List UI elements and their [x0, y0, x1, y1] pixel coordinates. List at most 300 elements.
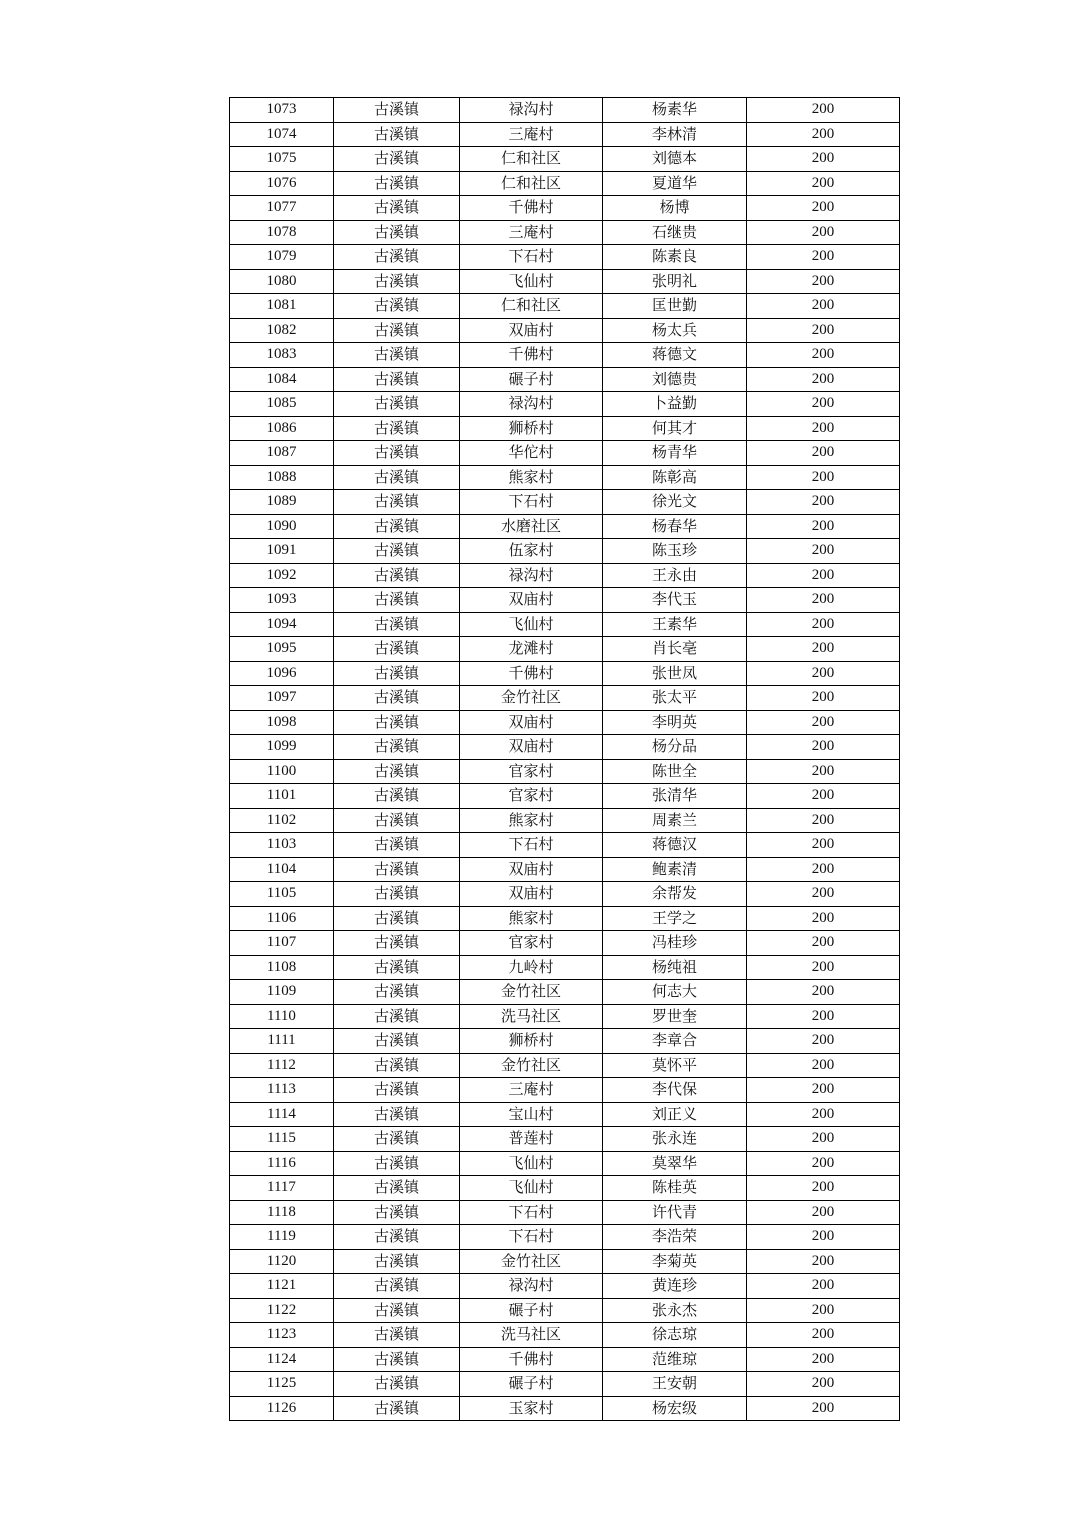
- village-cell: 下石村: [460, 833, 603, 858]
- serial-number-cell: 1105: [230, 882, 334, 907]
- serial-number-cell: 1107: [230, 931, 334, 956]
- name-cell: 夏道华: [603, 171, 747, 196]
- serial-number-cell: 1103: [230, 833, 334, 858]
- village-cell: 下石村: [460, 1200, 603, 1225]
- amount-cell: 200: [747, 1298, 900, 1323]
- village-cell: 华佗村: [460, 441, 603, 466]
- table-row: [230, 441, 900, 466]
- serial-number-cell: 1082: [230, 318, 334, 343]
- amount-cell: 200: [747, 318, 900, 343]
- village-cell: 千佛村: [460, 343, 603, 368]
- amount-cell: 200: [747, 906, 900, 931]
- name-cell: 刘德贵: [603, 367, 747, 392]
- amount-cell: 200: [747, 1053, 900, 1078]
- serial-number-cell: 1119: [230, 1225, 334, 1250]
- amount-cell: 200: [747, 1323, 900, 1348]
- name-cell: 陈世全: [603, 759, 747, 784]
- table-row: [230, 539, 900, 564]
- amount-cell: 200: [747, 833, 900, 858]
- table-row: [230, 367, 900, 392]
- serial-number-cell: 1090: [230, 514, 334, 539]
- village-cell: 玉家村: [460, 1396, 603, 1421]
- amount-cell: 200: [747, 416, 900, 441]
- name-cell: 许代青: [603, 1200, 747, 1225]
- serial-number-cell: 1108: [230, 955, 334, 980]
- village-cell: 三庵村: [460, 1078, 603, 1103]
- table-row: [230, 857, 900, 882]
- town-cell: 古溪镇: [334, 392, 460, 417]
- name-cell: 陈彰高: [603, 465, 747, 490]
- serial-number-cell: 1100: [230, 759, 334, 784]
- amount-cell: 200: [747, 1396, 900, 1421]
- amount-cell: 200: [747, 1029, 900, 1054]
- name-cell: 杨春华: [603, 514, 747, 539]
- town-cell: 古溪镇: [334, 1029, 460, 1054]
- village-cell: 金竹社区: [460, 1249, 603, 1274]
- town-cell: 古溪镇: [334, 661, 460, 686]
- town-cell: 古溪镇: [334, 1200, 460, 1225]
- town-cell: 古溪镇: [334, 637, 460, 662]
- serial-number-cell: 1073: [230, 98, 334, 123]
- name-cell: 李林清: [603, 122, 747, 147]
- town-cell: 古溪镇: [334, 735, 460, 760]
- amount-cell: 200: [747, 686, 900, 711]
- amount-cell: 200: [747, 490, 900, 515]
- table-row: [230, 1151, 900, 1176]
- amount-cell: 200: [747, 196, 900, 221]
- amount-cell: 200: [747, 245, 900, 270]
- serial-number-cell: 1114: [230, 1102, 334, 1127]
- name-cell: 杨分品: [603, 735, 747, 760]
- town-cell: 古溪镇: [334, 196, 460, 221]
- village-cell: 碾子村: [460, 367, 603, 392]
- amount-cell: 200: [747, 343, 900, 368]
- village-cell: 熊家村: [460, 465, 603, 490]
- name-cell: 王学之: [603, 906, 747, 931]
- table-row: [230, 343, 900, 368]
- village-cell: 龙滩村: [460, 637, 603, 662]
- serial-number-cell: 1093: [230, 588, 334, 613]
- village-cell: 狮桥村: [460, 416, 603, 441]
- village-cell: 下石村: [460, 1225, 603, 1250]
- town-cell: 古溪镇: [334, 1347, 460, 1372]
- serial-number-cell: 1102: [230, 808, 334, 833]
- name-cell: 杨素华: [603, 98, 747, 123]
- name-cell: 张永连: [603, 1127, 747, 1152]
- serial-number-cell: 1124: [230, 1347, 334, 1372]
- town-cell: 古溪镇: [334, 1151, 460, 1176]
- table-row: [230, 931, 900, 956]
- town-cell: 古溪镇: [334, 147, 460, 172]
- town-cell: 古溪镇: [334, 1053, 460, 1078]
- name-cell: 王素华: [603, 612, 747, 637]
- name-cell: 何志大: [603, 980, 747, 1005]
- serial-number-cell: 1116: [230, 1151, 334, 1176]
- village-cell: 普莲村: [460, 1127, 603, 1152]
- town-cell: 古溪镇: [334, 441, 460, 466]
- table-row: [230, 465, 900, 490]
- town-cell: 古溪镇: [334, 1372, 460, 1397]
- village-cell: 金竹社区: [460, 980, 603, 1005]
- table-row: [230, 1372, 900, 1397]
- village-cell: 仁和社区: [460, 171, 603, 196]
- town-cell: 古溪镇: [334, 1249, 460, 1274]
- village-cell: 官家村: [460, 931, 603, 956]
- village-cell: 双庙村: [460, 882, 603, 907]
- table-row: [230, 147, 900, 172]
- table-row: [230, 686, 900, 711]
- table-row: [230, 955, 900, 980]
- amount-cell: 200: [747, 955, 900, 980]
- name-cell: 王安朝: [603, 1372, 747, 1397]
- town-cell: 古溪镇: [334, 490, 460, 515]
- table-row: [230, 171, 900, 196]
- amount-cell: 200: [747, 661, 900, 686]
- name-cell: 冯桂珍: [603, 931, 747, 956]
- serial-number-cell: 1092: [230, 563, 334, 588]
- town-cell: 古溪镇: [334, 1078, 460, 1103]
- table-row: [230, 514, 900, 539]
- serial-number-cell: 1085: [230, 392, 334, 417]
- town-cell: 古溪镇: [334, 245, 460, 270]
- town-cell: 古溪镇: [334, 710, 460, 735]
- village-cell: 金竹社区: [460, 1053, 603, 1078]
- table-row: [230, 294, 900, 319]
- amount-cell: 200: [747, 1102, 900, 1127]
- amount-cell: 200: [747, 1004, 900, 1029]
- table-row: [230, 1200, 900, 1225]
- town-cell: 古溪镇: [334, 367, 460, 392]
- name-cell: 李章合: [603, 1029, 747, 1054]
- village-cell: 下石村: [460, 245, 603, 270]
- town-cell: 古溪镇: [334, 612, 460, 637]
- name-cell: 蒋德汉: [603, 833, 747, 858]
- village-cell: 下石村: [460, 490, 603, 515]
- village-cell: 仁和社区: [460, 147, 603, 172]
- village-cell: 双庙村: [460, 588, 603, 613]
- table-row: [230, 784, 900, 809]
- amount-cell: 200: [747, 588, 900, 613]
- town-cell: 古溪镇: [334, 220, 460, 245]
- town-cell: 古溪镇: [334, 857, 460, 882]
- amount-cell: 200: [747, 931, 900, 956]
- serial-number-cell: 1111: [230, 1029, 334, 1054]
- serial-number-cell: 1074: [230, 122, 334, 147]
- serial-number-cell: 1075: [230, 147, 334, 172]
- village-cell: 水磨社区: [460, 514, 603, 539]
- name-cell: 张明礼: [603, 269, 747, 294]
- serial-number-cell: 1122: [230, 1298, 334, 1323]
- serial-number-cell: 1120: [230, 1249, 334, 1274]
- amount-cell: 200: [747, 808, 900, 833]
- name-cell: 莫怀平: [603, 1053, 747, 1078]
- serial-number-cell: 1110: [230, 1004, 334, 1029]
- village-cell: 三庵村: [460, 122, 603, 147]
- village-cell: 熊家村: [460, 906, 603, 931]
- name-cell: 石继贵: [603, 220, 747, 245]
- name-cell: 肖长亳: [603, 637, 747, 662]
- village-cell: 千佛村: [460, 196, 603, 221]
- village-cell: 飞仙村: [460, 612, 603, 637]
- serial-number-cell: 1123: [230, 1323, 334, 1348]
- serial-number-cell: 1101: [230, 784, 334, 809]
- amount-cell: 200: [747, 1225, 900, 1250]
- serial-number-cell: 1117: [230, 1176, 334, 1201]
- table-row: [230, 882, 900, 907]
- amount-cell: 200: [747, 465, 900, 490]
- table-row: [230, 1323, 900, 1348]
- table-row: [230, 1078, 900, 1103]
- table-row: [230, 490, 900, 515]
- table-row: [230, 318, 900, 343]
- table-row: [230, 1053, 900, 1078]
- amount-cell: 200: [747, 514, 900, 539]
- amount-cell: 200: [747, 759, 900, 784]
- table-row: [230, 735, 900, 760]
- table-row: [230, 245, 900, 270]
- amount-cell: 200: [747, 1127, 900, 1152]
- serial-number-cell: 1112: [230, 1053, 334, 1078]
- village-cell: 九岭村: [460, 955, 603, 980]
- amount-cell: 200: [747, 441, 900, 466]
- table-row: [230, 392, 900, 417]
- town-cell: 古溪镇: [334, 955, 460, 980]
- village-cell: 官家村: [460, 784, 603, 809]
- serial-number-cell: 1076: [230, 171, 334, 196]
- amount-cell: 200: [747, 1176, 900, 1201]
- serial-number-cell: 1109: [230, 980, 334, 1005]
- name-cell: 李代玉: [603, 588, 747, 613]
- table-row: [230, 220, 900, 245]
- table-row: [230, 416, 900, 441]
- serial-number-cell: 1113: [230, 1078, 334, 1103]
- town-cell: 古溪镇: [334, 539, 460, 564]
- table-row: [230, 1029, 900, 1054]
- town-cell: 古溪镇: [334, 1102, 460, 1127]
- village-cell: 宝山村: [460, 1102, 603, 1127]
- town-cell: 古溪镇: [334, 882, 460, 907]
- town-cell: 古溪镇: [334, 1274, 460, 1299]
- amount-cell: 200: [747, 980, 900, 1005]
- town-cell: 古溪镇: [334, 1004, 460, 1029]
- serial-number-cell: 1094: [230, 612, 334, 637]
- serial-number-cell: 1115: [230, 1127, 334, 1152]
- town-cell: 古溪镇: [334, 294, 460, 319]
- town-cell: 古溪镇: [334, 98, 460, 123]
- town-cell: 古溪镇: [334, 686, 460, 711]
- village-cell: 碾子村: [460, 1298, 603, 1323]
- name-cell: 莫翠华: [603, 1151, 747, 1176]
- serial-number-cell: 1080: [230, 269, 334, 294]
- name-cell: 杨博: [603, 196, 747, 221]
- village-cell: 伍家村: [460, 539, 603, 564]
- name-cell: 张世凤: [603, 661, 747, 686]
- table-row: [230, 1102, 900, 1127]
- name-cell: 王永由: [603, 563, 747, 588]
- serial-number-cell: 1125: [230, 1372, 334, 1397]
- village-cell: 双庙村: [460, 857, 603, 882]
- town-cell: 古溪镇: [334, 563, 460, 588]
- table-row: [230, 637, 900, 662]
- town-cell: 古溪镇: [334, 980, 460, 1005]
- village-cell: 千佛村: [460, 661, 603, 686]
- serial-number-cell: 1121: [230, 1274, 334, 1299]
- name-cell: 张清华: [603, 784, 747, 809]
- town-cell: 古溪镇: [334, 906, 460, 931]
- village-cell: 金竹社区: [460, 686, 603, 711]
- village-cell: 禄沟村: [460, 1274, 603, 1299]
- village-cell: 狮桥村: [460, 1029, 603, 1054]
- serial-number-cell: 1091: [230, 539, 334, 564]
- name-cell: 李代保: [603, 1078, 747, 1103]
- table-row: [230, 759, 900, 784]
- table-row: [230, 1249, 900, 1274]
- town-cell: 古溪镇: [334, 318, 460, 343]
- village-cell: 仁和社区: [460, 294, 603, 319]
- name-cell: 张永杰: [603, 1298, 747, 1323]
- amount-cell: 200: [747, 1372, 900, 1397]
- serial-number-cell: 1084: [230, 367, 334, 392]
- table-row: [230, 1176, 900, 1201]
- town-cell: 古溪镇: [334, 784, 460, 809]
- serial-number-cell: 1104: [230, 857, 334, 882]
- name-cell: 周素兰: [603, 808, 747, 833]
- table-row: [230, 269, 900, 294]
- village-cell: 三庵村: [460, 220, 603, 245]
- town-cell: 古溪镇: [334, 1323, 460, 1348]
- name-cell: 卜益勤: [603, 392, 747, 417]
- table-row: [230, 833, 900, 858]
- amount-cell: 200: [747, 637, 900, 662]
- name-cell: 罗世奎: [603, 1004, 747, 1029]
- town-cell: 古溪镇: [334, 343, 460, 368]
- amount-cell: 200: [747, 735, 900, 760]
- table-row: [230, 906, 900, 931]
- village-cell: 禄沟村: [460, 392, 603, 417]
- name-cell: 杨太兵: [603, 318, 747, 343]
- table-row: [230, 710, 900, 735]
- amount-cell: 200: [747, 220, 900, 245]
- town-cell: 古溪镇: [334, 416, 460, 441]
- village-cell: 飞仙村: [460, 269, 603, 294]
- village-cell: 熊家村: [460, 808, 603, 833]
- village-cell: 双庙村: [460, 735, 603, 760]
- name-cell: 张太平: [603, 686, 747, 711]
- town-cell: 古溪镇: [334, 1298, 460, 1323]
- serial-number-cell: 1106: [230, 906, 334, 931]
- table-row: [230, 661, 900, 686]
- village-cell: 官家村: [460, 759, 603, 784]
- village-cell: 双庙村: [460, 318, 603, 343]
- serial-number-cell: 1096: [230, 661, 334, 686]
- name-cell: 刘德本: [603, 147, 747, 172]
- village-cell: 双庙村: [460, 710, 603, 735]
- town-cell: 古溪镇: [334, 931, 460, 956]
- table-row: [230, 1274, 900, 1299]
- table-row: [230, 1396, 900, 1421]
- amount-cell: 200: [747, 98, 900, 123]
- name-cell: 徐志琼: [603, 1323, 747, 1348]
- table-row: [230, 808, 900, 833]
- amount-cell: 200: [747, 269, 900, 294]
- serial-number-cell: 1089: [230, 490, 334, 515]
- village-cell: 洗马社区: [460, 1004, 603, 1029]
- amount-cell: 200: [747, 563, 900, 588]
- serial-number-cell: 1088: [230, 465, 334, 490]
- village-cell: 飞仙村: [460, 1176, 603, 1201]
- name-cell: 余帮发: [603, 882, 747, 907]
- name-cell: 陈素良: [603, 245, 747, 270]
- village-cell: 禄沟村: [460, 98, 603, 123]
- amount-cell: 200: [747, 612, 900, 637]
- name-cell: 杨宏级: [603, 1396, 747, 1421]
- table-row: [230, 196, 900, 221]
- town-cell: 古溪镇: [334, 269, 460, 294]
- name-cell: 何其才: [603, 416, 747, 441]
- name-cell: 李明英: [603, 710, 747, 735]
- village-cell: 碾子村: [460, 1372, 603, 1397]
- table-row: [230, 122, 900, 147]
- serial-number-cell: 1086: [230, 416, 334, 441]
- table-row: [230, 1347, 900, 1372]
- town-cell: 古溪镇: [334, 1396, 460, 1421]
- serial-number-cell: 1078: [230, 220, 334, 245]
- serial-number-cell: 1083: [230, 343, 334, 368]
- name-cell: 杨纯祖: [603, 955, 747, 980]
- serial-number-cell: 1077: [230, 196, 334, 221]
- amount-cell: 200: [747, 171, 900, 196]
- amount-cell: 200: [747, 367, 900, 392]
- table-row: [230, 1127, 900, 1152]
- name-cell: 陈玉珍: [603, 539, 747, 564]
- town-cell: 古溪镇: [334, 465, 460, 490]
- amount-cell: 200: [747, 539, 900, 564]
- town-cell: 古溪镇: [334, 1176, 460, 1201]
- table-row: [230, 1225, 900, 1250]
- name-cell: 鲍素清: [603, 857, 747, 882]
- table-row: [230, 563, 900, 588]
- roster-table: [229, 97, 900, 1421]
- amount-cell: 200: [747, 1347, 900, 1372]
- name-cell: 李浩荣: [603, 1225, 747, 1250]
- serial-number-cell: 1126: [230, 1396, 334, 1421]
- town-cell: 古溪镇: [334, 514, 460, 539]
- name-cell: 李菊英: [603, 1249, 747, 1274]
- amount-cell: 200: [747, 392, 900, 417]
- amount-cell: 200: [747, 1151, 900, 1176]
- town-cell: 古溪镇: [334, 833, 460, 858]
- name-cell: 杨青华: [603, 441, 747, 466]
- serial-number-cell: 1099: [230, 735, 334, 760]
- name-cell: 蒋德文: [603, 343, 747, 368]
- town-cell: 古溪镇: [334, 171, 460, 196]
- town-cell: 古溪镇: [334, 808, 460, 833]
- village-cell: 飞仙村: [460, 1151, 603, 1176]
- serial-number-cell: 1097: [230, 686, 334, 711]
- amount-cell: 200: [747, 1200, 900, 1225]
- town-cell: 古溪镇: [334, 588, 460, 613]
- table-row: [230, 980, 900, 1005]
- amount-cell: 200: [747, 147, 900, 172]
- serial-number-cell: 1118: [230, 1200, 334, 1225]
- town-cell: 古溪镇: [334, 759, 460, 784]
- serial-number-cell: 1081: [230, 294, 334, 319]
- table-row: [230, 612, 900, 637]
- serial-number-cell: 1095: [230, 637, 334, 662]
- amount-cell: 200: [747, 1274, 900, 1299]
- amount-cell: 200: [747, 122, 900, 147]
- town-cell: 古溪镇: [334, 1127, 460, 1152]
